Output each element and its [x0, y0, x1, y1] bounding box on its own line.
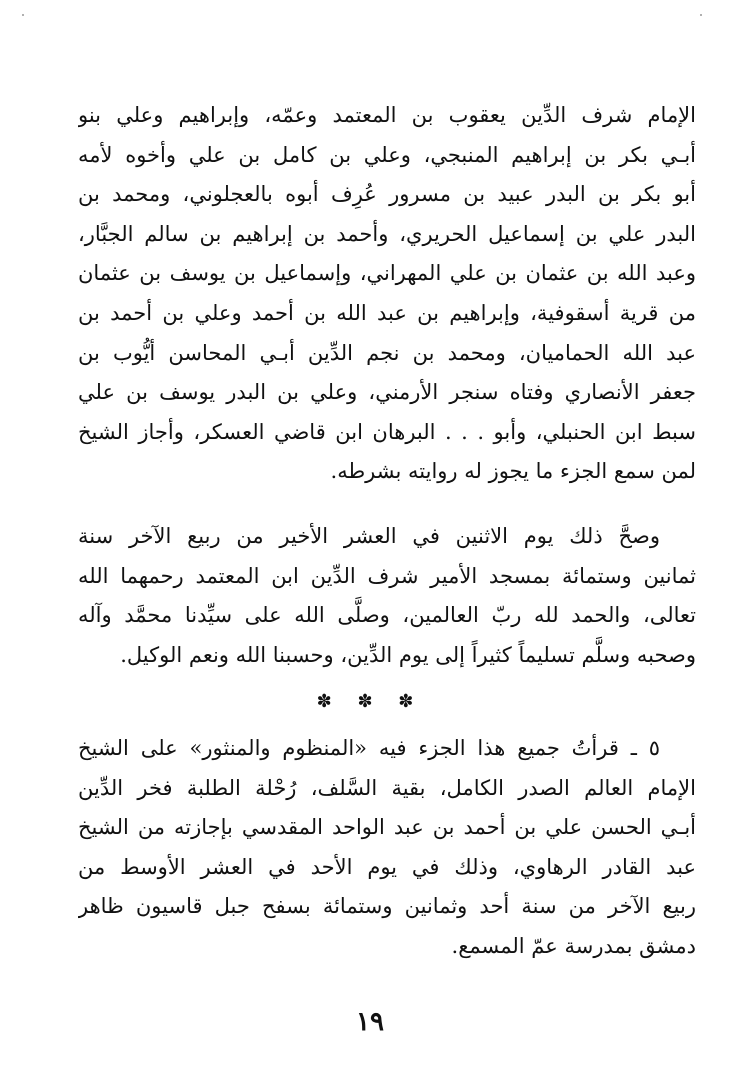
- paragraph-1: [78, 96, 696, 492]
- paragraph-line: أبـي بكر بن إبراهيم المنبجي، وعلي بن كامل بن علي وأخوه لأمه: [78, 142, 696, 167]
- paragraph-line: دمشق بمدرسة عمّ المسمع.: [451, 933, 696, 958]
- paragraph-line: وصحبه وسلَّم تسليماً كثيراً إلى يوم الدِّين، وحسبنا الله ونعم الوكيل.: [120, 642, 696, 667]
- paragraph-line: البدر علي بن إسماعيل الحريري، وأحمد بن إبراهيم بن سالم الجبَّار،: [78, 221, 696, 246]
- scan-speck-top-left: [22, 14, 24, 16]
- paragraph-line: وصحَّ ذلك يوم الاثنين في العشر الأخير من ربيع الآخر سنة: [78, 524, 660, 548]
- paragraph-line: ٥ ـ قرأتُ جميع هذا الجزء فيه «المنظوم والمنثور» على الشيخ: [78, 736, 660, 760]
- paragraph-line: تعالى، والحمد لله ربّ العالمين، وصلَّى الله على سيِّدنا محمَّد وآله: [78, 603, 696, 628]
- page-number: ١٩: [356, 1007, 384, 1037]
- paragraph-line: لمن سمع الجزء ما يجوز له روايته بشرطه.: [330, 459, 696, 484]
- paragraph-line: الإمام شرف الدِّين يعقوب بن المعتمد وعمّه، وإبراهيم وعلي بنو: [78, 103, 696, 127]
- paragraph-line: أبـي الحسن علي بن أحمد بن عبد الواحد المقدسي بإجازته من الشيخ: [78, 815, 696, 840]
- paragraph-line: جعفر الأنصاري وفتاه سنجر الأرمني، وعلي بن البدر يوسف بن علي: [78, 380, 696, 405]
- paragraph-3: [78, 729, 696, 967]
- paragraph-2: [78, 517, 696, 675]
- paragraph-line: ثمانين وستمائة بمسجد الأمير شرف الدِّين ابن المعتمد رحمهما الله: [78, 563, 696, 588]
- paragraph-line: عبد الله الحماميان، ومحمد بن نجم الدِّين أبـي المحاسن أيُّوب بن: [78, 340, 696, 365]
- paragraph-line: عبد القادر الرهاوي، وذلك في يوم الأحد في العشر الأوسط من: [78, 854, 696, 879]
- scan-speck-top-right: [700, 14, 702, 16]
- paragraph-line: أبو بكر بن البدر عبيد بن مسرور عُرِف أبوه بالعجلوني، ومحمد بن: [78, 182, 696, 207]
- paragraph-line: سبط ابن الحنبلي، وأبو . . . البرهان ابن قاضي العسكر، وأجاز الشيخ: [78, 419, 696, 444]
- paragraph-line: وعبد الله بن عثمان بن علي المهراني، وإسماعيل بن يوسف بن عثمان: [78, 261, 696, 286]
- paragraph-line: الإمام العالم الصدر الكامل، بقية السَّلف، رُحْلة الطلبة فخر الدِّين: [78, 775, 696, 800]
- paragraph-line: ربيع الآخر من سنة أحد وثمانين وستمائة بسفح جبل قاسيون ظاهر: [78, 894, 696, 919]
- paragraph-line: من قرية أسقوفية، وإبراهيم بن عبد الله بن أحمد وعلي بن أحمد بن: [78, 300, 696, 325]
- section-separator: ✽ ✽ ✽: [316, 691, 424, 712]
